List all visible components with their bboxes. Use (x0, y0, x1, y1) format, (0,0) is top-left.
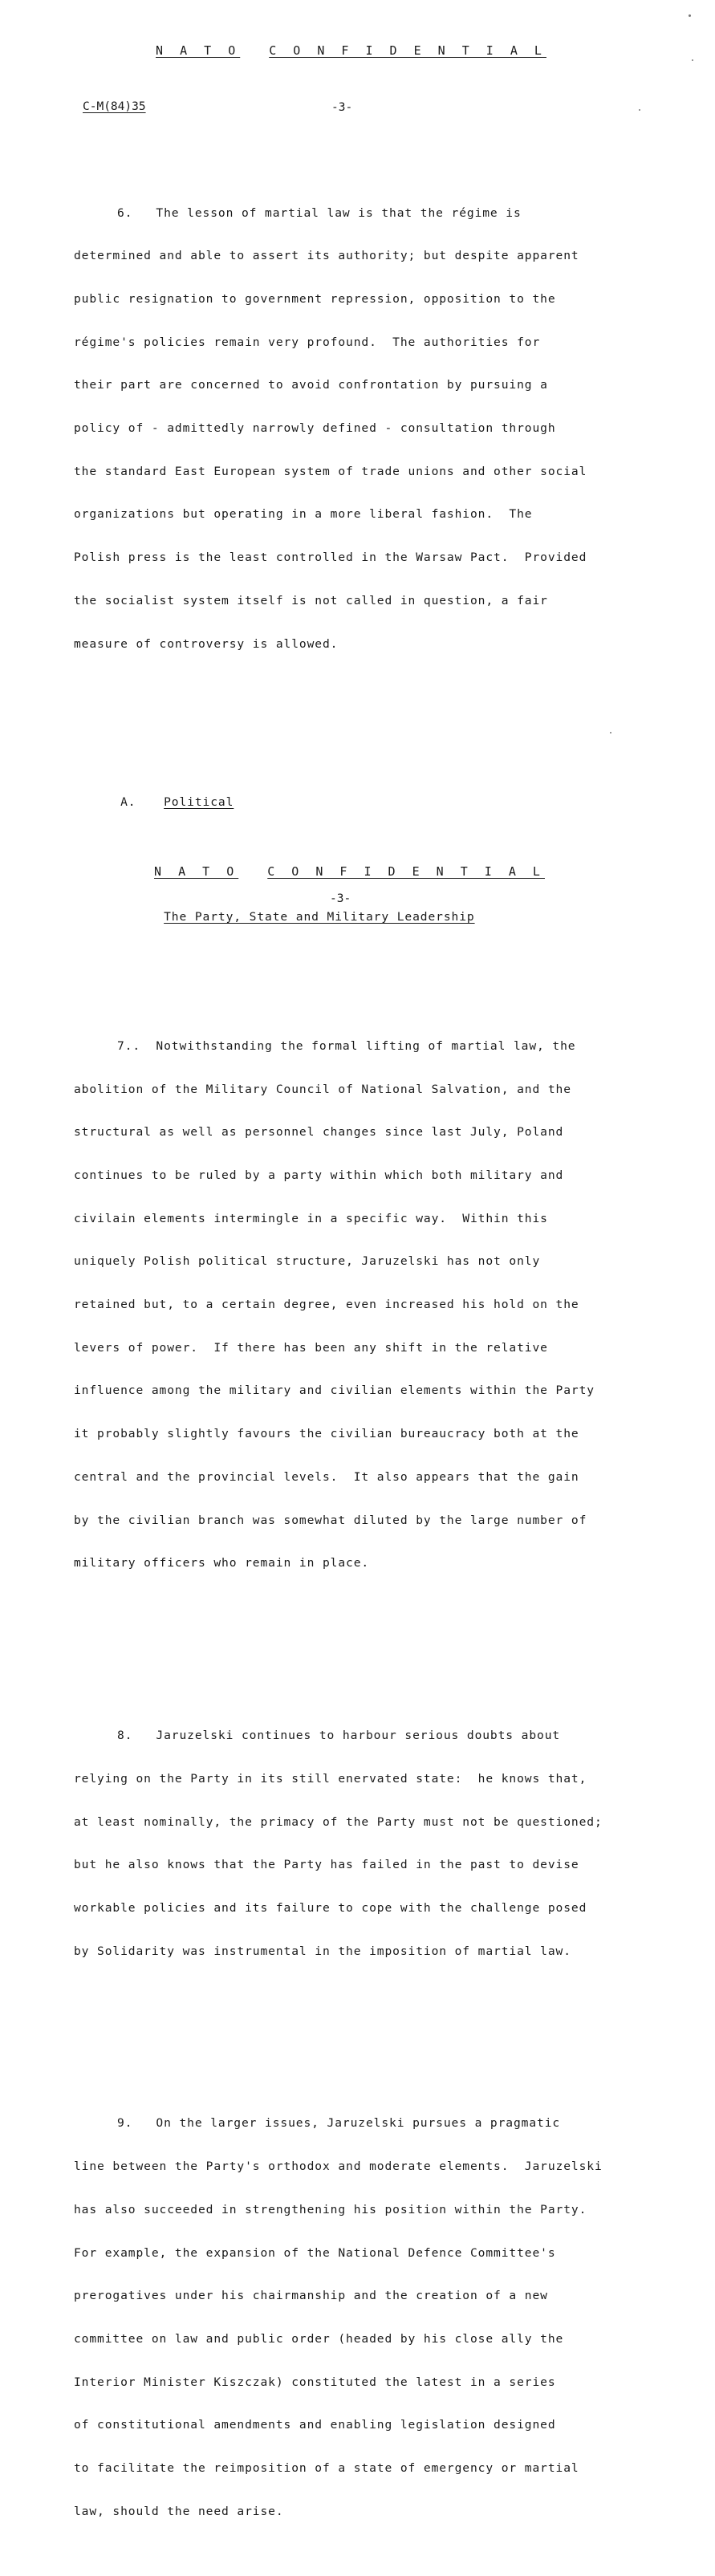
paragraph-9: 9. On the larger issues, Jaruzelski pursues a pragmatic line between the Party's orthodox and moderate elements. Jaruzelski has also succeeded in strengthening his position within the Party. For example, the expansion of the National Defence Committee's prerogatives under his chairmanship and the creation of a new committee on law and public order (headed by his close ally the Interior Minister Kiszczak) constituted the latest in a series of constitutional amendments and enabling legislation designed to facilitate the reimposition of a state of emergency or martial law, should the need arise. (74, 2116, 603, 2518)
section-title: Political (164, 794, 234, 809)
classification-word-nato: N A T O (156, 43, 241, 58)
paragraph-6: 6. The lesson of martial law is that the régime is determined and able to assert its authority; but despite apparent public resignation to government repression, opposition to the régime's policies remain very profound. The authorities for their part are concerned to avoid confrontation by pursuing a policy of - admittedly narrowly defined - consultation through the standard East European system of trade unions and other social organizations but operating in a more liberal fashion. The Polish press is the least controlled in the Warsaw Pact. Provided the socialist system itself is not called in question, a fair measure of controversy is allowed. (74, 205, 587, 651)
footer-word-nato: N A T O (154, 864, 239, 879)
classification-word-confidential: C O N F I D E N T I A L (269, 43, 546, 58)
page-number-top: -3- (331, 101, 353, 114)
classification-header (0, 43, 709, 58)
scan-speck (692, 59, 693, 61)
scan-speck (689, 14, 691, 17)
scan-speck (610, 732, 611, 733)
section-letter: A. (120, 794, 136, 809)
subsection-title: The Party, State and Military Leadership (164, 909, 475, 924)
section-heading (74, 781, 668, 809)
footer-word-confidential: C O N F I D E N T I A L (267, 864, 545, 879)
classification-footer (0, 864, 707, 879)
paragraph-7: 7.. Notwithstanding the formal lifting of martial law, the abolition of the Military Council of National Salvation, and the structural as well as personnel changes since last July, Poland continues to be ruled by a party within which both military and civilain elements intermingle in a specific way. Within this uniquely Polish political structure, Jaruzelski has not only retained but, to a certain degree, even increased his hold on the levers of power. If there has been any shift in the relative influence among the military and civilian elements within the Party it probably slightly favours the civilian bureaucracy both at the central and the provincial levels. It also appears that the gain by the civilian branch was somewhat diluted by the large number of military officers who remain in place. (74, 1038, 595, 1570)
document-reference: C-M(84)35 (83, 100, 146, 113)
document-body (74, 134, 668, 2576)
scan-speck (639, 109, 640, 111)
paragraph-8: 8. Jaruzelski continues to harbour serious doubts about relying on the Party in its still enervated state: he knows that, at least nominally, the primacy of the Party must not be questioned; but he also knows that the Party has failed in the past to devise workable policies and its failure to cope with the challenge posed by Solidarity was instrumental in the imposition of martial law. (74, 1729, 603, 1958)
section-subheading (74, 896, 668, 924)
page-number-bottom: -3- (330, 892, 351, 905)
